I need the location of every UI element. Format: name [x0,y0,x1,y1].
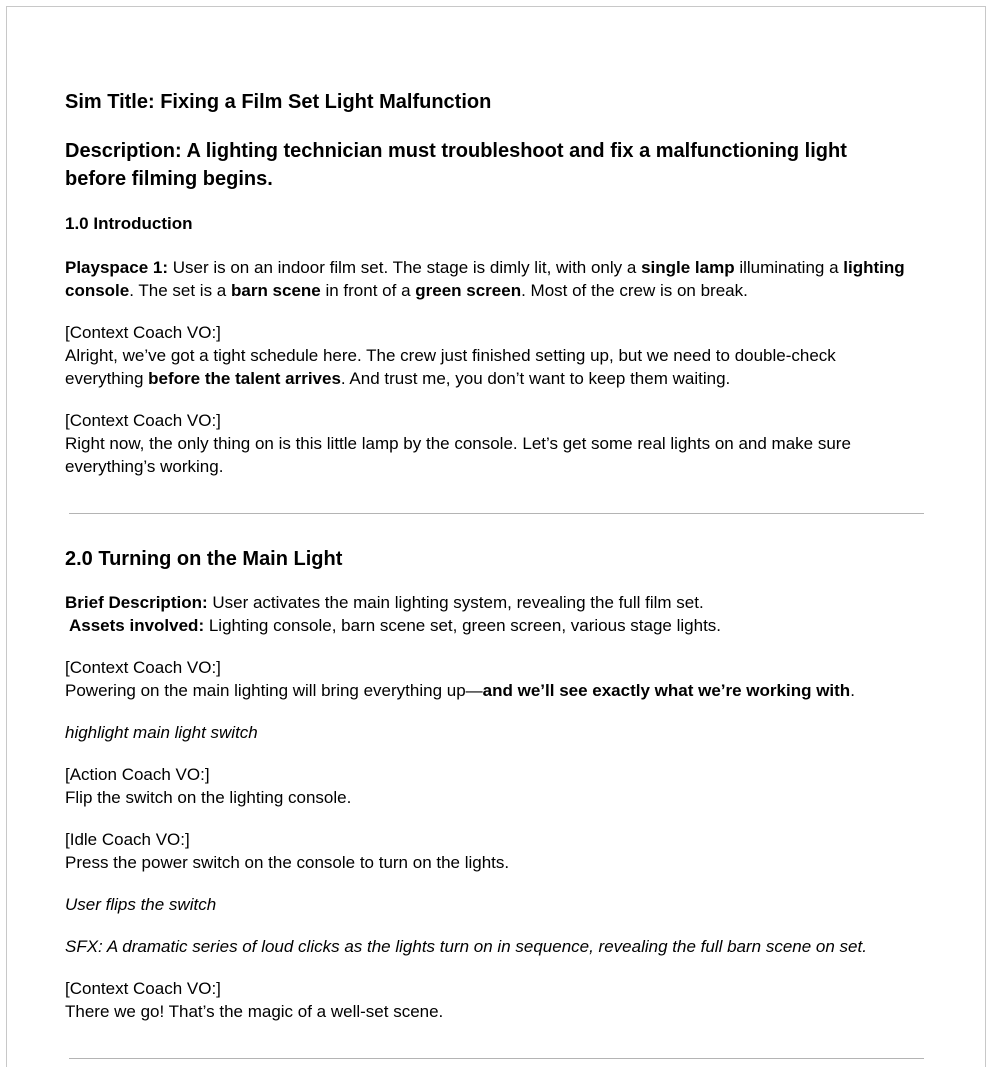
brief-description [65,591,905,614]
assets-involved [65,614,905,637]
vo-text-part: Powering on the main lighting will bring everything up— [65,681,483,700]
vo-text: There we go! That’s the magic of a well-set scene. [65,1002,444,1021]
vo-label: [Context Coach VO:] [65,979,221,998]
playspace-bold: barn scene [230,281,321,300]
playspace-bold: single lamp [641,258,735,277]
vo-bold: before the talent arrives [148,369,341,388]
vo-label: [Context Coach VO:] [65,658,221,677]
playspace-bold: lighting console [65,258,905,300]
playspace-text: User is on an indoor film set. The stage is dimly lit, with only a [168,258,642,277]
vo-text-part: . [850,681,855,700]
playspace-text: . The set is a [129,281,231,300]
stage-note: User flips the switch [65,895,217,914]
action-vo-label: [Action Coach VO:] [65,765,210,784]
vo-label: [Context Coach VO:] [65,411,221,430]
section-heading-main-light: 2.0 Turning on the Main Light [65,548,343,570]
sfx-note: SFX: A dramatic series of loud clicks as the lights turn on in sequence, revealing the full barn scene on set. [65,937,867,956]
vo-label: [Context Coach VO:] [65,323,221,342]
brief-label: Brief Description: [65,593,208,612]
section-divider [69,1058,924,1059]
assets-text: Lighting console, barn scene set, green screen, various stage lights. [204,616,722,635]
vo-text [65,344,905,390]
idle-vo-text: Press the power switch on the console to turn on the lights. [65,853,510,872]
document-page [6,6,986,1067]
brief-text: User activates the main lighting system, revealing the full film set. [207,593,704,612]
playspace-text: in front of a [320,281,416,300]
sim-title: Sim Title: Fixing a Film Set Light Malfunction [65,91,492,113]
vo-text-part: . And trust me, you don’t want to keep them waiting. [340,369,731,388]
idle-vo-label: [Idle Coach VO:] [65,830,190,849]
playspace-text: . Most of the crew is on break. [521,281,748,300]
action-vo-text: Flip the switch on the lighting console. [65,788,352,807]
section-divider [69,513,924,514]
playspace-label: Playspace 1: [65,258,169,277]
playspace-paragraph [65,256,905,302]
vo-text-part: Alright, we’ve got a tight schedule here. The crew just finished setting up, but we need to double-check everything [65,346,836,388]
vo-bold: and we’ll see exactly what we’re working with [482,681,851,700]
playspace-text: illuminating a [734,258,844,277]
section-heading-introduction: 1.0 Introduction [65,214,193,233]
assets-label: Assets involved: [69,616,205,635]
vo-text: Right now, the only thing on is this little lamp by the console. Let’s get some real lights on and make sure everything’s working. [65,434,851,476]
document-content [65,89,905,1059]
stage-note: highlight main light switch [65,723,258,742]
sim-description: Description: A lighting technician must troubleshoot and fix a malfunctioning light before filming begins. [65,140,847,190]
vo-text [65,679,905,702]
playspace-bold: green screen [415,281,522,300]
